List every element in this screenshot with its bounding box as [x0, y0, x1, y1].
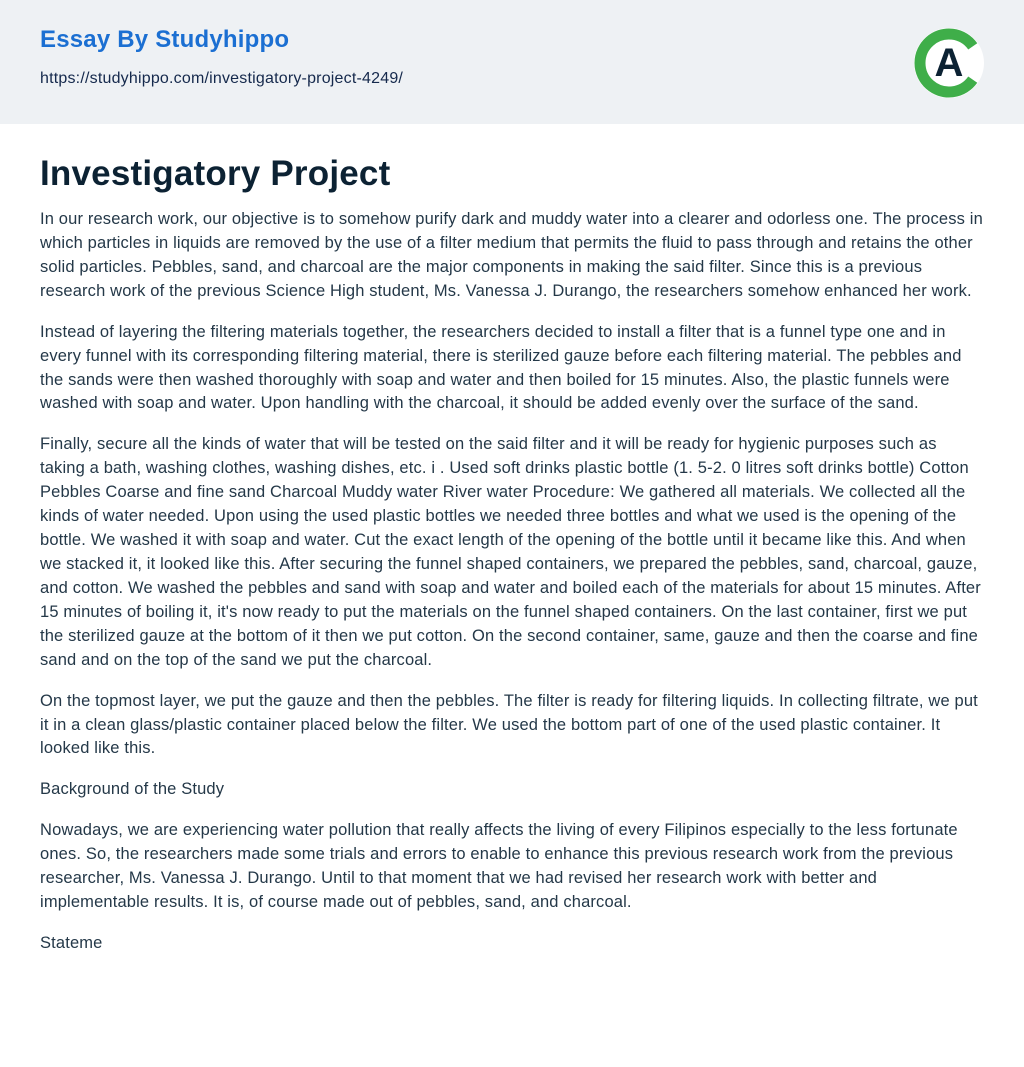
page-header [0, 0, 1024, 124]
article-paragraph-4: On the topmost layer, we put the gauze and then the pebbles. The filter is ready for filtering liquids. In collecting filtrate, we put it in a clean glass/plastic container placed below the filter. We used the bottom part of one of the used plastic container. It looked like this. [40, 691, 978, 758]
article-paragraph-3: Finally, secure all the kinds of water that will be tested on the said filter and it will be ready for hygienic purposes such as taking a bath, washing clothes, washing dishes, etc. i . Used soft drinks plastic bottle (1. 5-2. 0 litres soft drinks bottle) Cotton Pebbles Coarse and fine sand Charcoal Muddy water River water Procedure: We gathered all materials. We collected all the kinds of water needed. Upon using the used plastic bottles we needed three bottles and what we used is the opening of the bottle. We washed it with soap and water. Cut the exact length of the opening of the bottle until it became like this. And when we stacked it, it looked like this. After securing the funnel shaped containers, we prepared the pebbles, sand, charcoal, gauze, and cotton. We washed the pebbles and sand with soap and water and boiled each of the materials for about 15 minutes. After 15 minutes of boiling it, it's now ready to put the materials on the funnel shaped containers. On the last container, first we put the sterilized gauze at the bottom of it then we put cotton. On the second container, same, gauze and then the coarse and fine sand and on the top of the sand we put the charcoal. [40, 435, 981, 669]
page-title: Investigatory Project [40, 154, 391, 193]
article-paragraph-5: Background of the Study [40, 780, 225, 799]
article-body [0, 124, 1024, 956]
site-title: Essay By Studyhippo [40, 26, 290, 53]
article-paragraph-6: Nowadays, we are experiencing water pollution that really affects the living of every Filipinos especially to the less fortunate ones. So, the researchers made some trials and errors to enable to enhance this previous research work from the previous researcher, Ms. Vanessa J. Durango. Until to that moment that we had revised her research work with better and implementable results. It is, of course made out of pebbles, sand, and charcoal. [40, 821, 958, 912]
article-url-link[interactable]: https://studyhippo.com/investigatory-project-4249/ [40, 70, 404, 87]
logo-letter: A [934, 41, 964, 85]
studyhippo-logo-icon [912, 26, 986, 100]
article-paragraph-1: In our research work, our objective is to somehow purify dark and muddy water into a clearer and odorless one. The process in which particles in liquids are removed by the use of a filter medium that permits the fluid to pass through and retains the other solid particles. Pebbles, sand, and charcoal are the major components in making the said filter. Since this is a previous research work of the previous Science High student, Ms. Vanessa J. Durango, the researchers somehow enhanced her work. [40, 210, 983, 300]
article-paragraph-2: Instead of layering the filtering materials together, the researchers decided to install a filter that is a funnel type one and in every funnel with its corresponding filtering material, there is sterilized gauze before each filtering material. The pebbles and the sands were then washed thoroughly with soap and water and then boiled for 15 minutes. Also, the plastic funnels were washed with soap and water. Upon handling with the charcoal, it should be added evenly over the surface of the sand. [40, 322, 962, 413]
header-text-block [40, 26, 403, 88]
studyhippo-logo [912, 26, 986, 100]
article-paragraph-7: Stateme [40, 933, 103, 952]
